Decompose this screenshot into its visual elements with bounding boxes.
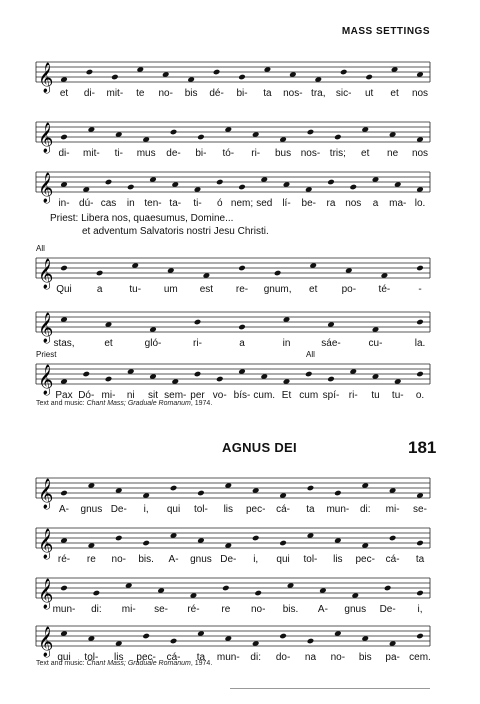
note [384,585,392,592]
syllable: Dó- [78,390,95,401]
syllable: tra, [311,88,326,99]
syllable: et [309,284,318,295]
note [115,535,123,542]
syllable: cá- [385,554,400,565]
note [111,74,119,81]
part-label: All [36,244,45,253]
syllable: bis [358,652,372,663]
syllable: gnus [190,554,212,565]
syllable: lis [223,504,234,515]
syllable: no- [330,652,346,663]
syllable: do- [275,652,291,663]
note [238,74,246,81]
note [279,540,287,547]
syllable: o. [415,390,425,401]
syllable: et [361,148,370,159]
part-label: Priest [36,350,57,359]
syllable: ne [387,148,399,159]
syllable: tris; [329,148,346,159]
syllable: per [190,390,205,401]
syllable: qui [276,554,290,565]
syllable: gnus [80,504,103,515]
syllable: ri- [251,148,261,159]
syllable: tu [371,390,380,401]
syllable: ta [196,652,206,663]
syllable: lí- [282,198,291,209]
syllable: a [96,284,103,295]
syllable: pec- [136,652,156,663]
syllable: di- [83,88,95,99]
note [238,265,246,272]
note [60,134,68,141]
syllable: cas [100,198,117,209]
syllable: mi- [121,604,136,615]
staff [36,350,430,395]
note [96,270,104,277]
note [86,69,94,76]
syllable: sit [148,390,158,401]
lyrics-line [36,284,430,298]
syllable: nos- [300,148,321,159]
note [170,129,178,136]
syllable: tu- [129,284,142,295]
syllable: bi- [236,88,248,99]
syllable: cum [299,390,319,401]
note [279,633,287,640]
syllable: ré- [187,604,200,615]
treble-clef-icon: 𝄞 [38,173,54,203]
note [416,371,424,378]
syllable: bis [184,88,198,99]
music-system-1 [36,48,430,108]
syllable: se- [154,604,169,615]
note [60,585,68,592]
note [216,179,224,186]
note [307,485,315,492]
syllable: po- [341,284,357,295]
note [197,490,205,497]
syllable: tu- [391,390,404,401]
note [254,590,262,597]
treble-clef-icon: 𝄞 [38,123,54,153]
syllable: lis [114,652,124,663]
syllable: la. [414,338,426,349]
syllable: stas, [53,338,75,349]
note [142,540,150,547]
syllable: no- [158,88,173,99]
syllable: ri- [193,338,202,349]
syllable: mi- [385,504,400,515]
syllable: ni [126,390,135,401]
syllable: a [372,198,379,209]
syllable: ti- [193,198,202,209]
syllable: bís- [233,390,251,401]
note [142,633,150,640]
note [307,129,315,136]
syllable: ti- [114,148,123,159]
staff [36,48,430,93]
syllable: A- [168,554,179,565]
note [340,69,348,76]
note [416,265,424,272]
syllable: sem- [164,390,187,401]
syllable: di: [91,604,102,615]
footer-rule [230,688,430,689]
note [416,633,424,640]
syllable: vo- [212,390,227,401]
syllable: ta [306,504,315,515]
syllable: ta [263,88,272,99]
syllable: ten- [144,198,162,209]
treble-clef-icon: 𝄞 [38,627,54,657]
syllable: nos [345,198,362,209]
agnus-dei-title: AGNUS DEI [222,440,297,455]
syllable: i, [417,604,423,615]
syllable: est [199,284,214,295]
note [334,490,342,497]
priest-text [50,212,269,238]
treble-clef-icon: 𝄞 [38,63,54,93]
note [327,179,335,186]
syllable: Qui [56,284,72,295]
note [222,585,230,592]
syllable: mi- [101,390,116,401]
syllable: et [390,88,399,99]
syllable: in [126,198,135,209]
syllable: lo. [414,198,426,209]
syllable: ri- [348,390,358,401]
staff [36,244,430,289]
syllable: nem; [230,198,254,209]
syllable: cá- [276,504,291,515]
syllable: qui [57,652,71,663]
note [213,69,221,76]
section-header: MASS SETTINGS [341,26,430,37]
syllable: di: [359,504,371,515]
syllable: spí- [322,390,340,401]
music-system-4 [36,244,430,304]
syllable: A- [317,604,328,615]
credit-line-1: Text and music: Chant Mass; Graduale Romanum, 1974. [36,400,213,407]
syllable: bi- [195,148,207,159]
syllable: tol- [303,554,318,565]
syllable: nos- [283,88,303,99]
treble-clef-icon: 𝄞 [38,529,54,559]
syllable: re [86,554,96,565]
syllable: na [304,652,317,663]
priest-line-1: Libera nos, quaesumus, Domine... [81,213,234,224]
treble-clef-icon: 𝄞 [38,259,54,289]
hymn-number: 181 [408,438,437,457]
syllable: pec- [355,554,375,565]
note [274,270,282,277]
note [93,590,101,597]
syllable: a [239,338,245,349]
syllable: cá- [166,652,181,663]
syllable: ma- [389,198,407,209]
syllable: pa- [385,652,400,663]
syllable: re- [235,284,249,295]
note [216,376,224,383]
note [252,535,260,542]
syllable: ta- [169,198,182,209]
treble-clef-icon: 𝄞 [38,579,54,609]
staff [36,108,430,153]
note [60,490,68,497]
syllable: ré- [57,554,71,565]
syllable: be- [301,198,316,209]
syllable: no- [250,604,266,615]
staff [36,158,430,203]
syllable: A- [59,504,69,515]
lyrics-line [36,88,430,102]
syllable: cum. [253,390,276,401]
syllable: i, [143,504,149,515]
note [305,371,313,378]
syllable: sáe- [321,338,341,349]
syllable: ó [216,198,223,209]
syllable: De- [220,554,237,565]
syllable: cem. [409,652,431,663]
syllable: De- [379,604,396,615]
syllable: gnum, [263,284,292,295]
note [327,376,335,383]
note [238,324,246,331]
note [60,265,68,272]
note [170,638,178,645]
syllable: Pax [55,390,73,401]
syllable: tol- [84,652,99,663]
syllable: di: [250,652,261,663]
syllable: cu- [368,338,383,349]
note [194,319,202,326]
lyrics-line [36,198,430,212]
syllable: mun- [52,604,76,615]
syllable: ta [415,554,425,565]
syllable: qui [166,504,181,515]
syllable: ra [326,198,336,209]
syllable: sic- [335,88,352,99]
part-label: All [306,350,315,359]
syllable: in- [58,198,70,209]
priest-line-2: et adventum Salvatoris nostri Jesu Christi. [82,226,269,237]
music-system-5 [36,298,430,358]
note [416,540,424,547]
syllable: Et [281,390,292,401]
staff [36,612,430,657]
syllable: um [163,284,178,295]
syllable: - [418,284,422,295]
note [194,371,202,378]
staff [36,564,430,609]
note [349,184,357,191]
note [389,535,397,542]
syllable: De- [110,504,127,515]
treble-clef-icon: 𝄞 [38,313,54,343]
syllable: mun- [216,652,240,663]
syllable: mit- [106,88,124,99]
syllable: re [221,604,231,615]
syllable: tol- [193,504,208,515]
syllable: et [104,338,113,349]
note [170,485,178,492]
syllable: gló- [144,338,162,349]
syllable: mus [136,148,156,159]
note [82,371,90,378]
priest-label: Priest: [50,213,79,224]
syllable: té- [378,284,391,295]
syllable: dú- [79,198,94,209]
syllable: te [136,88,145,99]
syllable: nos [411,88,429,99]
syllable: in [282,338,291,349]
staff [36,464,430,509]
syllable: bis. [282,604,299,615]
syllable: mun- [326,504,350,515]
note [416,590,424,597]
note [127,184,135,191]
syllable: pec- [245,504,266,515]
syllable: et [59,88,69,99]
syllable: ut [364,88,374,99]
treble-clef-icon: 𝄞 [38,479,54,509]
note [334,134,342,141]
note [307,638,315,645]
syllable: tó- [222,148,235,159]
note [365,74,373,81]
syllable: di- [58,148,70,159]
staff [36,298,430,343]
syllable: se- [413,504,427,515]
syllable: i, [253,554,259,565]
syllable: no- [111,554,126,565]
syllable: mit- [83,148,100,159]
staff [36,514,430,559]
note [238,184,246,191]
treble-clef-icon: 𝄞 [38,365,54,395]
note [416,319,424,326]
syllable: gnus [344,604,367,615]
syllable: dé- [209,88,224,99]
note [105,376,113,383]
music-system-3 [36,158,430,218]
syllable: sed [256,198,273,209]
syllable: de- [166,148,181,159]
note [197,134,205,141]
credit-line-2: Text and music: Chant Mass; Graduale Romanum, 1974. [36,660,213,667]
syllable: lis [333,554,343,565]
syllable: bus [275,148,292,159]
note [105,179,113,186]
syllable: bis. [138,554,154,565]
syllable: nos [411,148,429,159]
